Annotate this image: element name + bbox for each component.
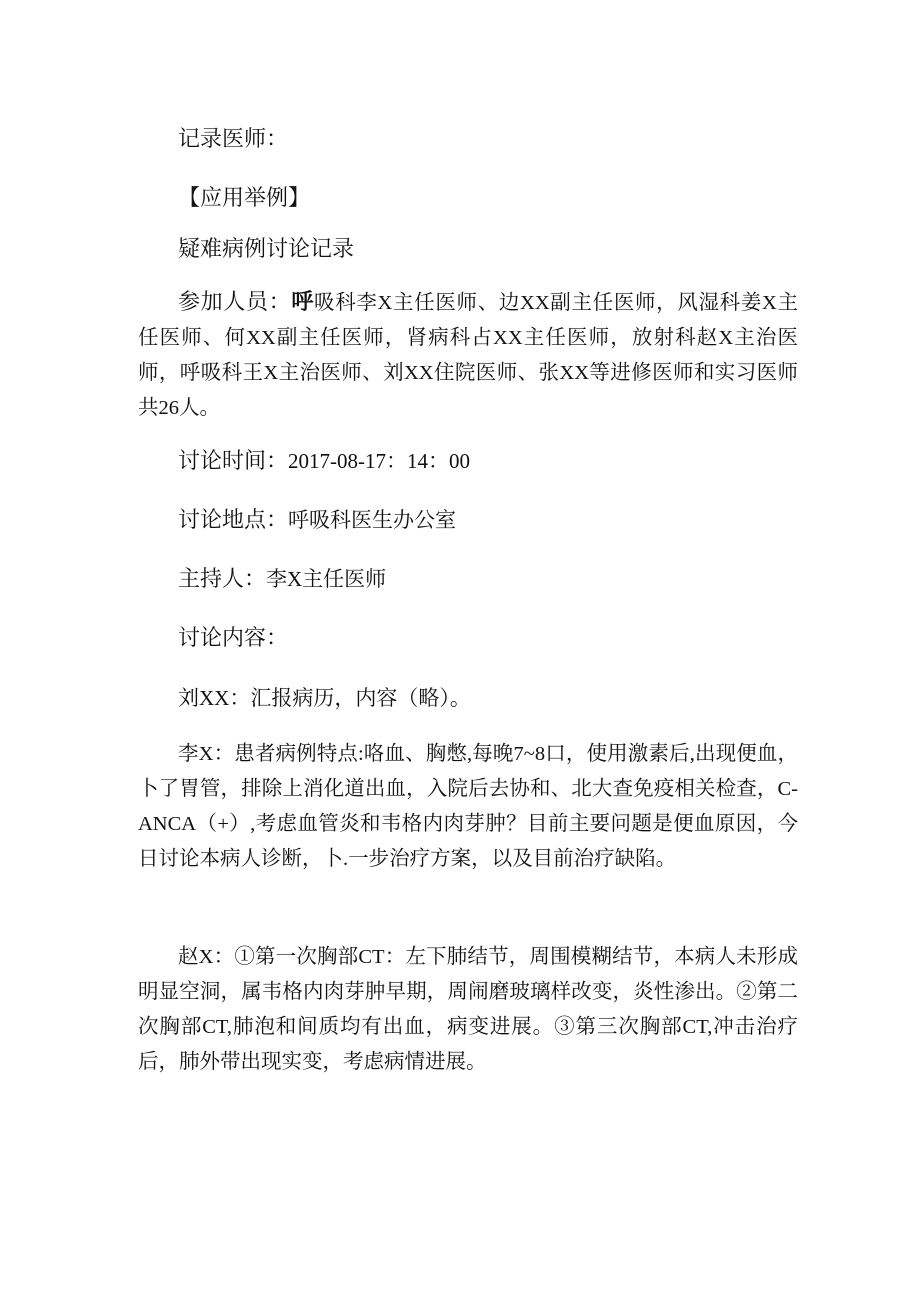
- discussion-place-value: 呼吸科医生办公室: [288, 508, 457, 532]
- discussion-time-value: 2017-08-17：14：00: [288, 449, 471, 473]
- discussion-content-label: 讨论内容：: [178, 625, 289, 650]
- record-title: 疑难病例讨论记录: [178, 236, 355, 261]
- participants-lead-char: 呼: [291, 289, 315, 314]
- participants-text: 吸科李X主任医师、边XX副主任医师，风湿科姜X主任医师、何XX副主任医师，肾病科占XX主任医师，放射科赵X主治医师，呼吸科王X主治医师、刘XX住院医师、张XX等进修医师和实习医师共26人。: [138, 292, 798, 419]
- statement-li: 李X：患者病例特点:咯血、胸憋,每晚7~8口，使用激素后,出现便血，卜了胃管，排除上消化道出血，入院后去协和、北大查免疫相关检查，C-ANCA（+）,考虑血管炎和韦格内肉芽肿？目前主要问题是便血原因，今日讨论本病人诊断，卜.一步治疗方案，以及目前治疗缺陷。: [138, 743, 798, 870]
- recorder-label: 记录医师：: [178, 126, 289, 151]
- example-heading: 【应用举例】: [178, 185, 311, 210]
- participants-label: 参加人员：: [178, 289, 292, 314]
- host-value: 李X主任医师: [266, 567, 387, 591]
- discussion-time-label: 讨论时间：: [178, 448, 289, 473]
- discussion-place-label: 讨论地点：: [178, 507, 289, 532]
- statement-liu: 刘XX：汇报病历，内容（略）。: [178, 686, 471, 710]
- discussion-time-row: [178, 448, 470, 474]
- discussion-place-row: [178, 507, 456, 533]
- host-row: [178, 566, 386, 592]
- host-label: 主持人：: [178, 566, 267, 591]
- participants-paragraph: [138, 284, 798, 426]
- statement-zhao: 赵X：①第一次胸部CT：左下肺结节，周围模糊结节，本病人未形成明显空洞，属韦格内肉芽肿早期，周闹磨玻璃样改变，炎性渗出。②第二次胸部CT,肺泡和间质均有出血，病变进展。③第三次胸部CT,冲击治疗后，肺外带出现实变，考虑病情进展。: [138, 946, 798, 1073]
